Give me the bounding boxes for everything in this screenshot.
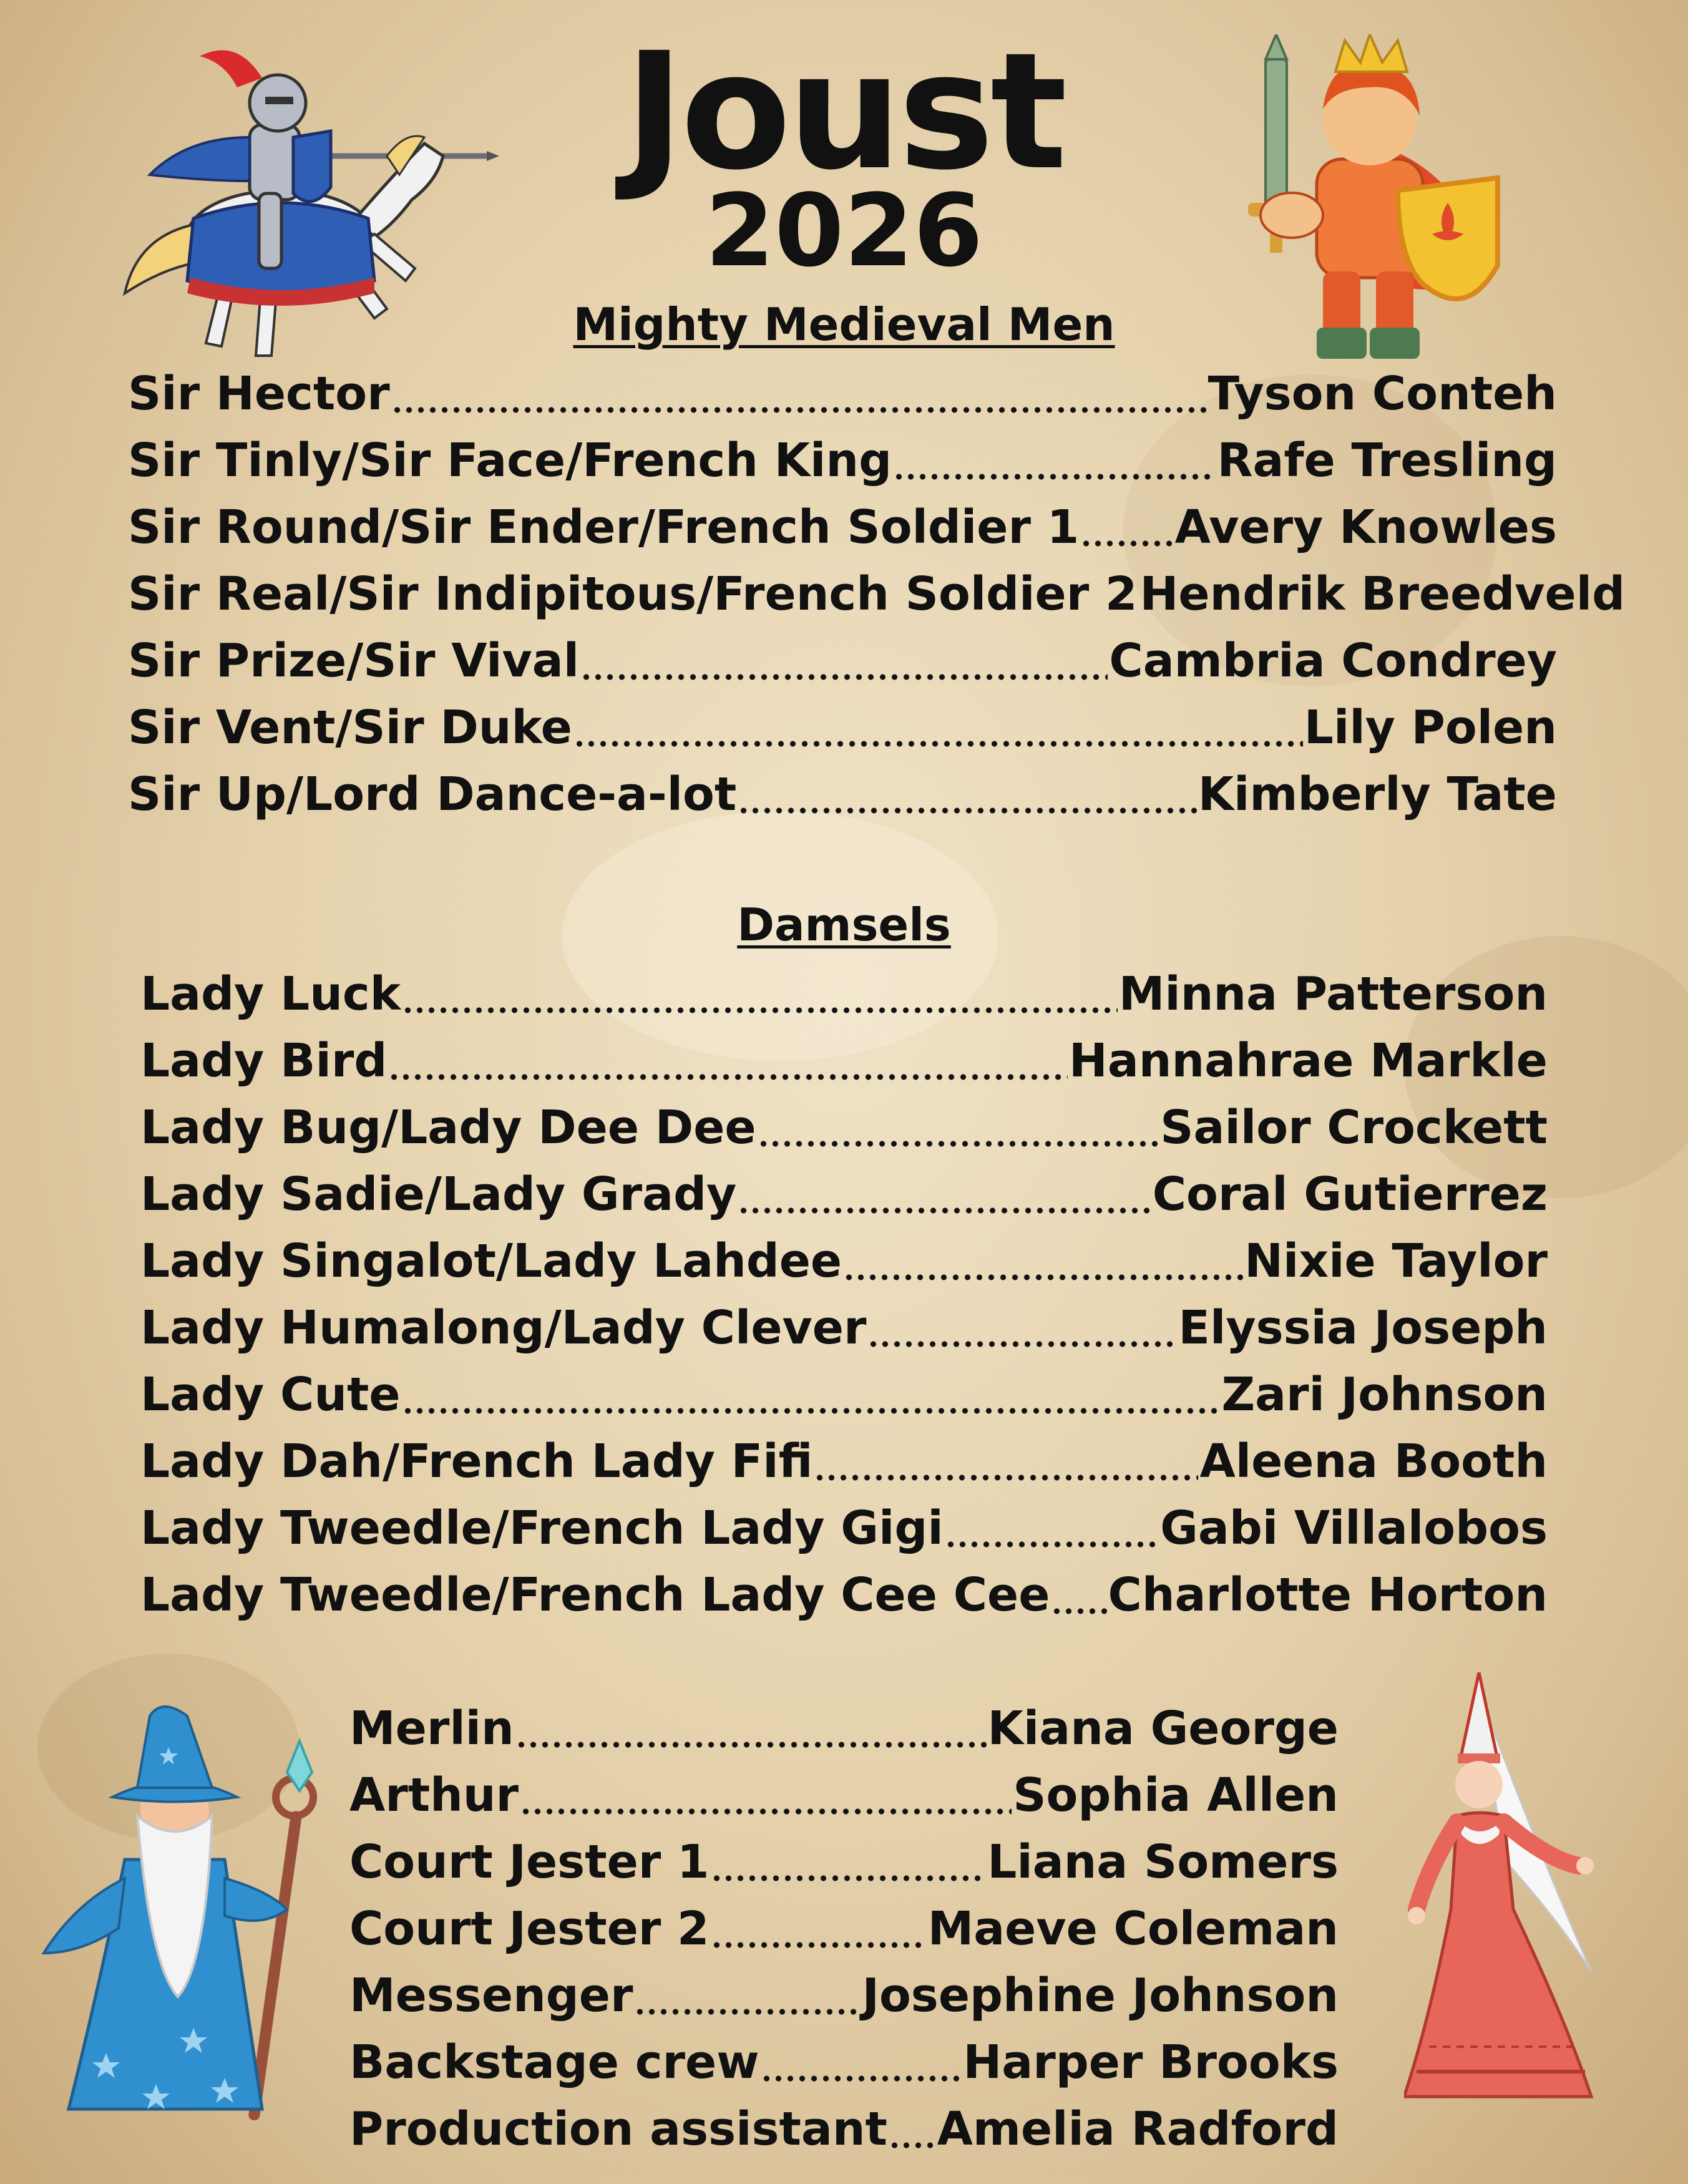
princess-icon (1404, 1672, 1641, 2109)
actor-name: Avery Knowles (1174, 500, 1557, 554)
role-name: Lady Sadie/Lady Grady (140, 1168, 737, 1221)
actor-name: Cambria Condrey (1109, 634, 1557, 688)
dot-leader (402, 1403, 1221, 1415)
actor-name: Lily Polen (1304, 701, 1557, 754)
actor-name: Hannahrae Markle (1068, 1034, 1548, 1088)
role-name: Backstage crew (349, 2035, 759, 2089)
cast-row (349, 2029, 1339, 2096)
actor-name: Zari Johnson (1221, 1368, 1548, 1421)
role-name: Lady Luck (140, 967, 401, 1021)
cast-row (140, 1495, 1548, 1562)
role-name: Sir Round/Sir Ender/French Soldier 1 (128, 500, 1080, 554)
actor-name: Elyssia Joseph (1178, 1301, 1548, 1355)
actor-name: Maeve Coleman (927, 1902, 1339, 1956)
dot-leader (520, 1804, 1012, 1815)
role-name: Lady Tweedle/French Lady Cee Cee (140, 1568, 1050, 1622)
role-name: Sir Up/Lord Dance-a-lot (128, 768, 737, 821)
role-name: Lady Cute (140, 1368, 401, 1421)
actor-name: Amelia Radford (937, 2102, 1339, 2156)
dot-leader (867, 1337, 1177, 1348)
actor-name: Nixie Taylor (1244, 1234, 1548, 1288)
actor-name: Gabi Villalobos (1160, 1501, 1548, 1555)
role-name: Court Jester 1 (349, 1835, 710, 1889)
men-section-heading: Mighty Medieval Men (573, 298, 1115, 351)
other-cast-list (349, 1695, 1339, 2163)
cast-row (349, 1695, 1339, 1762)
dot-leader (391, 402, 1207, 414)
role-name: Arthur (349, 1768, 519, 1822)
dot-leader (634, 2004, 861, 2016)
role-name: Merlin (349, 1702, 514, 1755)
role-name: Lady Tweedle/French Lady Gigi (140, 1501, 944, 1555)
cast-row (140, 1028, 1548, 1094)
actor-name: Sophia Allen (1013, 1768, 1339, 1822)
cast-row (349, 2096, 1339, 2163)
dot-leader (814, 1470, 1198, 1481)
dot-leader (738, 803, 1196, 814)
cast-row (140, 1562, 1548, 1629)
cast-row (128, 427, 1557, 494)
actor-name: Kiana George (987, 1702, 1339, 1755)
role-name: Lady Bird (140, 1034, 388, 1088)
cast-row (140, 1428, 1548, 1495)
cast-row (140, 1094, 1548, 1161)
cast-row (349, 1762, 1339, 1829)
dot-leader (1051, 1604, 1106, 1615)
cast-row (349, 1962, 1339, 2029)
cast-row (128, 361, 1557, 427)
cast-row (140, 1362, 1548, 1428)
actor-name: Josephine Johnson (862, 1969, 1339, 2022)
poster-title: Joust (624, 18, 1064, 205)
actor-name: Aleena Booth (1199, 1435, 1548, 1488)
dot-leader (388, 1070, 1068, 1081)
cast-row (140, 1295, 1548, 1362)
damsels-section-heading: Damsels (737, 899, 951, 951)
cast-row (349, 1829, 1339, 1896)
role-name: Sir Real/Sir Indipitous/French Soldier 2 (128, 567, 1138, 621)
actor-name: Rafe Tresling (1217, 434, 1557, 487)
cast-row (128, 561, 1626, 628)
actor-name: Kimberly Tate (1198, 768, 1557, 821)
dot-leader (738, 1203, 1151, 1214)
wizard-icon (37, 1704, 337, 2128)
dot-leader (893, 469, 1216, 480)
dot-leader (402, 1003, 1118, 1014)
dot-leader (1080, 536, 1173, 547)
cast-row (128, 628, 1557, 695)
dot-leader (758, 1136, 1159, 1148)
dot-leader (945, 1537, 1159, 1548)
cast-row (128, 494, 1557, 561)
role-name: Messenger (349, 1969, 633, 2022)
role-name: Sir Hector (128, 367, 390, 421)
role-name: Lady Singalot/Lady Lahdee (140, 1234, 842, 1288)
dot-leader (573, 736, 1303, 748)
role-name: Court Jester 2 (349, 1902, 710, 1956)
actor-name: Tyson Conteh (1207, 367, 1557, 421)
role-name: Production assistant (349, 2102, 887, 2156)
dot-leader (711, 1871, 987, 1882)
role-name: Sir Prize/Sir Vival (128, 634, 580, 688)
dot-leader (889, 2138, 936, 2149)
cast-row (128, 761, 1557, 828)
actor-name: Coral Gutierrez (1152, 1168, 1548, 1221)
dot-leader (761, 2071, 962, 2082)
men-cast-list (128, 361, 1626, 828)
role-name: Lady Bug/Lady Dee Dee (140, 1101, 756, 1154)
role-name: Lady Humalong/Lady Clever (140, 1301, 867, 1355)
poster-year: 2026 (705, 172, 983, 289)
dot-leader (843, 1270, 1243, 1281)
cast-row (140, 1161, 1548, 1228)
dot-leader (711, 1938, 927, 1949)
cast-row (128, 695, 1557, 761)
cast-row (140, 1228, 1548, 1295)
cast-row (140, 961, 1548, 1028)
dot-leader (580, 670, 1108, 681)
actor-name: Hendrik Breedveld (1139, 567, 1626, 621)
actor-name: Charlotte Horton (1108, 1568, 1548, 1622)
role-name: Sir Tinly/Sir Face/French King (128, 434, 892, 487)
actor-name: Harper Brooks (963, 2035, 1339, 2089)
actor-name: Liana Somers (987, 1835, 1339, 1889)
damsels-cast-list (140, 961, 1548, 1629)
dot-leader (515, 1737, 987, 1748)
role-name: Lady Dah/French Lady Fifi (140, 1435, 813, 1488)
cast-row (349, 1896, 1339, 1962)
role-name: Sir Vent/Sir Duke (128, 701, 572, 754)
actor-name: Sailor Crockett (1160, 1101, 1548, 1154)
actor-name: Minna Patterson (1118, 967, 1548, 1021)
